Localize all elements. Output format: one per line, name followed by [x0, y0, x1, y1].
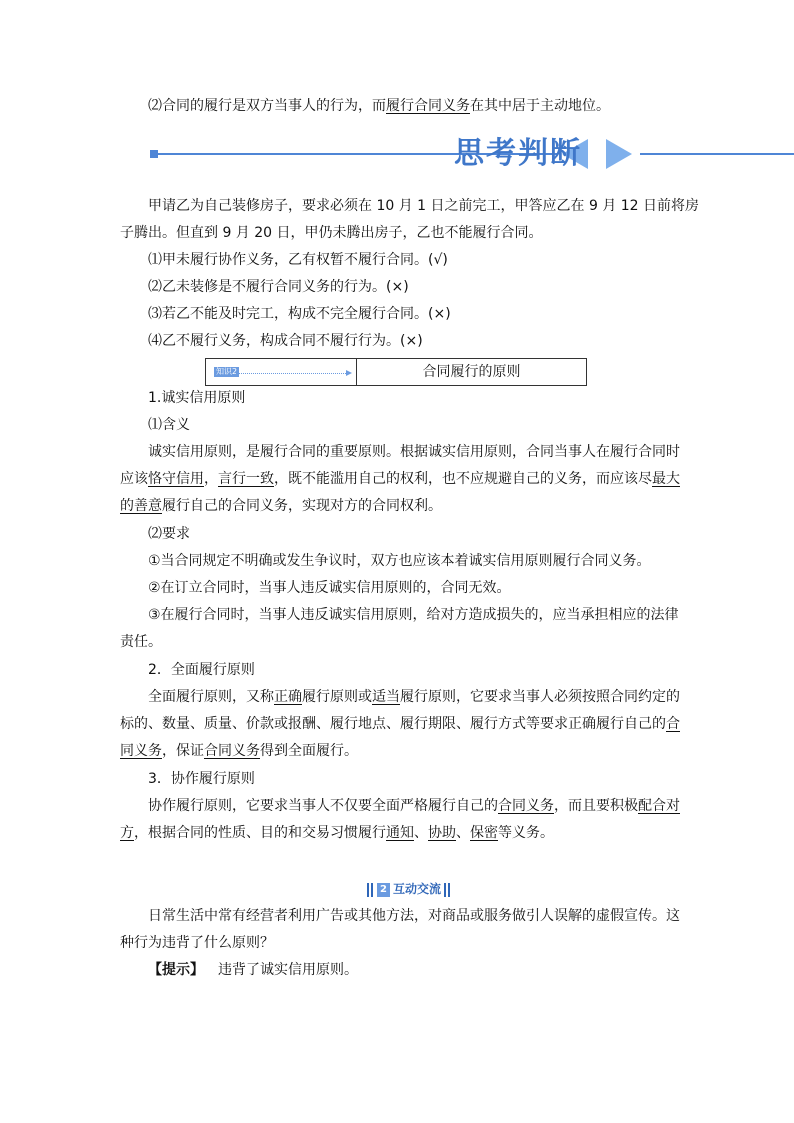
intro-text: ⑵合同的履行是双方当事人的行为，而	[148, 98, 386, 114]
judgment-3: ⑶若乙不能及时完工，构成不完全履行合同。(×)	[148, 306, 451, 322]
case-line-2: 子腾出。但直到 9 月 20 日，甲仍未腾出房子，乙也不能履行合同。	[120, 225, 543, 241]
section-2-heading: 2．全面履行原则	[148, 662, 255, 678]
intro-line	[148, 96, 708, 116]
requirement-2: ②在订立合同时，当事人违反诚实信用原则的，合同无效。	[148, 580, 511, 596]
requirement-3-line-1: ③在履行合同时，当事人违反诚实信用原则，给对方造成损失的，应当承担相应的法律	[148, 607, 679, 623]
text: ，根据合同的性质、目的和交易习惯履行	[134, 825, 386, 841]
bar-icon	[448, 883, 450, 897]
meaning-line-1: 诚实信用原则，是履行合同的重要原则。根据诚实信用原则，合同当事人在履行合同时	[148, 444, 680, 460]
meaning-line-2	[120, 469, 680, 489]
underlined-keyword: 协助	[428, 825, 456, 841]
text: 全面履行原则，又称	[148, 689, 274, 705]
knowledge-heading-table	[205, 358, 587, 386]
knowledge-tag-cell	[206, 359, 357, 385]
section-1-heading: 1.诚实信用原则	[148, 390, 246, 406]
underlined-keyword: 适当	[372, 689, 400, 705]
text: ，既不能滥用自己的权利，也不应规避自己的义务，而应该尽	[274, 471, 652, 487]
knowledge-title: 合同履行的原则	[422, 364, 521, 380]
thinking-judgment-banner	[150, 134, 794, 174]
underlined-keyword: 配合对	[638, 798, 680, 814]
text: 履行原则，它要求当事人必须按照合同约定的	[400, 689, 680, 705]
underlined-keyword: 恪守信用	[148, 471, 204, 487]
intro-text-end: 在其中居于主动地位。	[470, 98, 610, 114]
dotted-arrow-line	[236, 373, 348, 374]
underlined-keyword: 合	[666, 716, 680, 732]
section-2-line-3	[120, 741, 680, 761]
underlined-keyword: 正确	[274, 689, 302, 705]
exchange-hint	[148, 960, 708, 980]
bar-icon	[371, 883, 373, 897]
exchange-number-badge: 2	[377, 883, 390, 897]
text: ，	[204, 471, 218, 487]
underlined-keyword: 保密	[470, 825, 498, 841]
exchange-question-line-2: 种行为违背了什么原则？	[120, 935, 274, 951]
section-2-line-2	[120, 714, 680, 734]
arrow-right-icon	[346, 370, 352, 376]
banner-divider-right	[640, 153, 794, 155]
bar-icon	[444, 883, 446, 897]
judgment-1: ⑴甲未履行协作义务，乙有权暂不履行合同。(√)	[148, 252, 448, 268]
underlined-keyword: 的善意	[120, 498, 162, 514]
section-3-heading: 3．协作履行原则	[148, 771, 255, 787]
text: 标的、数量、质量、价款或报酬、履行地点、履行期限、履行方式等要求正确履行自己的	[120, 716, 666, 732]
underlined-keyword: 通知	[386, 825, 414, 841]
banner-right-arrow-icon	[606, 139, 632, 169]
intro-underlined: 履行合同义务	[386, 98, 470, 114]
hint-text: 违背了诚实信用原则。	[218, 962, 358, 978]
section-1-sub-requirements: ⑵要求	[148, 526, 190, 542]
underlined-keyword: 合同义务	[498, 798, 554, 814]
section-3-line-2	[120, 823, 680, 843]
exchange-question-line-1: 日常生活中常有经营者利用广告或其他方法，对商品或服务做引人误解的虚假宣传。这	[148, 908, 680, 924]
text: 履行自己的合同义务，实现对方的合同权利。	[162, 498, 442, 514]
section-2-line-1	[148, 687, 708, 707]
text: ，而且要积极	[554, 798, 638, 814]
meaning-line-3	[120, 496, 680, 516]
section-3-line-1	[148, 796, 708, 816]
bar-icon	[367, 883, 369, 897]
requirement-1: ①当合同规定不明确或发生争议时，双方也应该本着诚实信用原则履行合同义务。	[148, 553, 651, 569]
knowledge-tag: 知识2	[216, 367, 238, 376]
case-line-1: 甲请乙为自己装修房子，要求必须在 10 月 1 日之前完工，甲答应乙在 9 月 12 日前将房	[148, 198, 700, 214]
exchange-title: 互动交流	[393, 882, 442, 896]
text: 应该	[120, 471, 148, 487]
section-1-sub-meaning: ⑴含义	[148, 417, 190, 433]
text: 协作履行原则，它要求当事人不仅要全面严格履行自己的	[148, 798, 498, 814]
underlined-keyword: 合同义务	[204, 743, 260, 759]
judgment-2: ⑵乙未装修是不履行合同义务的行为。(×)	[148, 279, 409, 295]
underlined-keyword: 言行一致	[218, 471, 274, 487]
underlined-keyword: 同义务	[120, 743, 162, 759]
judgment-4: ⑷乙不履行义务，构成合同不履行行为。(×)	[148, 333, 423, 349]
text: 等义务。	[498, 825, 554, 841]
text: ，保证	[162, 743, 204, 759]
hint-label: 【提示】	[148, 962, 204, 978]
text: 得到全面履行。	[260, 743, 358, 759]
text: 、	[456, 825, 470, 841]
banner-title: 思考判断	[454, 136, 582, 171]
interactive-exchange-label	[366, 880, 451, 898]
banner-square-icon	[150, 150, 158, 158]
underlined-keyword: 最大	[652, 471, 680, 487]
text: 、	[414, 825, 428, 841]
text: 履行原则或	[302, 689, 372, 705]
underlined-keyword: 方	[120, 825, 134, 841]
requirement-3-line-2: 责任。	[120, 634, 162, 650]
